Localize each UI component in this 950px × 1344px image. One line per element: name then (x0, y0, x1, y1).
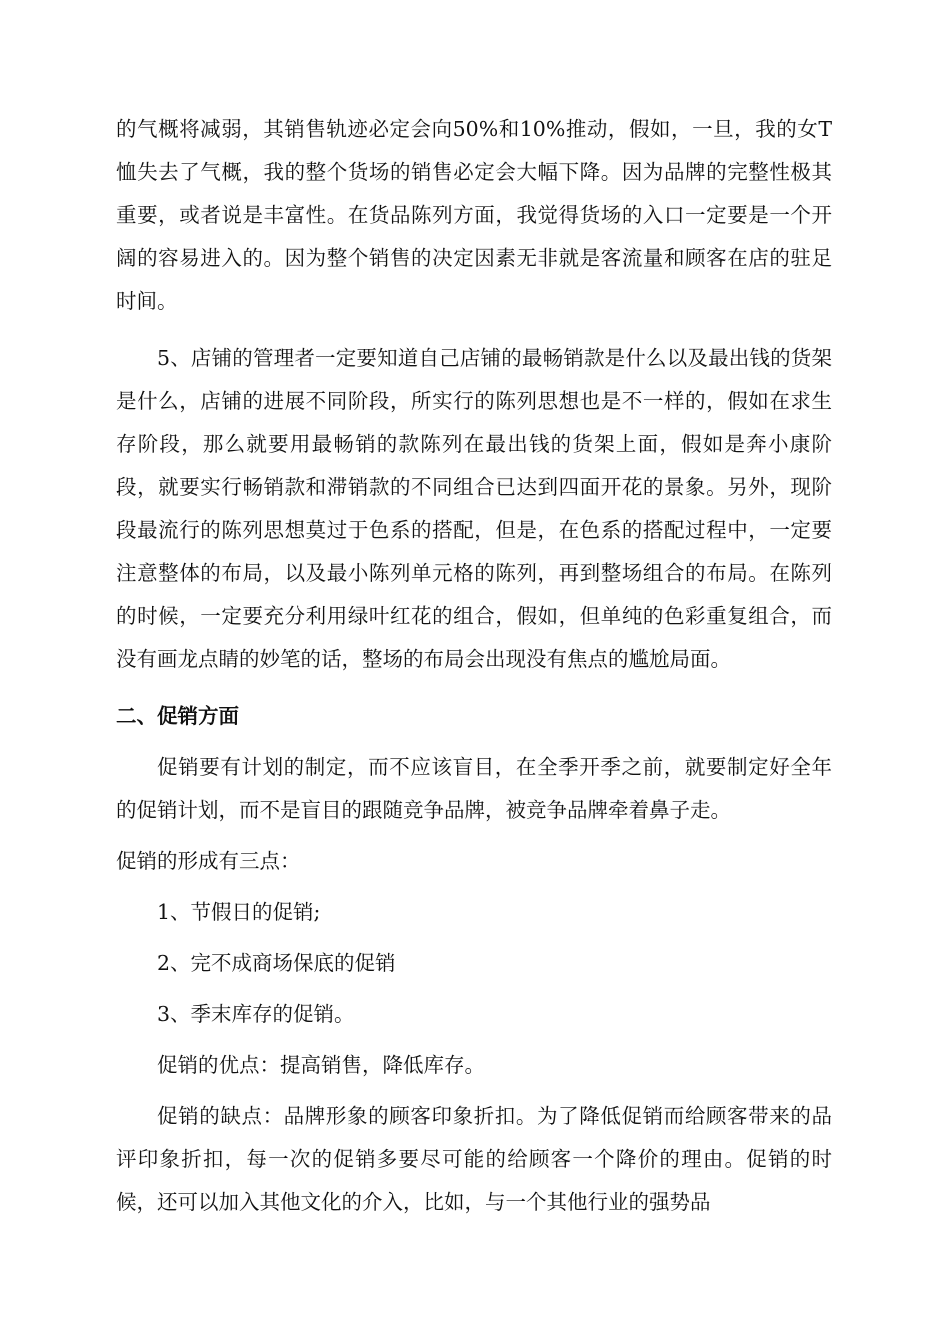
paragraph-1: 的气概将减弱，其销售轨迹必定会向50%和10%推动，假如，一旦，我的女T恤失去了气概，我的整个货场的销售必定会大幅下降。因为品牌的完整性极其重要，或者说是丰富性。在货品陈列方面，我觉得货场的入口一定要是一个开阔的容易进入的。因为整个销售的决定因素无非就是客流量和顾客在店的驻足时间。 (116, 117, 832, 313)
paragraph-5: 促销的优点：提高销售，降低库存。 (157, 1053, 485, 1077)
paragraph-6: 促销的缺点：品牌形象的顾客印象折扣。为了降低促销而给顾客带来的品评印象折扣，每一次的促销多要尽可能的给顾客一个降价的理由。促销的时候，还可以加入其他文化的介入，比如，与一个其他行业的强势品 (116, 1104, 832, 1214)
paragraph-2: 5、店铺的管理者一定要知道自己店铺的最畅销款是什么以及最出钱的货架是什么，店铺的进展不同阶段，所实行的陈列思想也是不一样的，假如在求生存阶段，那么就要用最畅销的款陈列在最出钱的货架上面，假如是奔小康阶段，就要实行畅销款和滞销款的不同组合已达到四面开花的景象。另外，现阶段最流行的陈列思想莫过于色系的搭配，但是，在色系的搭配过程中，一定要注意整体的布局，以及最小陈列单元格的陈列，再到整场组合的布局。在陈列的时候，一定要充分利用绿叶红花的组合，假如，但单纯的色彩重复组合，而没有画龙点睛的妙笔的话，整场的布局会出现没有焦点的尴尬局面。 (116, 346, 832, 671)
paragraph-3: 促销要有计划的制定，而不应该盲目，在全季开季之前，就要制定好全年的促销计划，而不是盲目的跟随竞争品牌，被竞争品牌牵着鼻子走。 (116, 755, 832, 822)
list-item: 3、季末库存的促销。 (157, 1002, 355, 1026)
list-item: 1、节假日的促销; (157, 900, 321, 924)
document-page (116, 108, 832, 1224)
paragraph-4: 促销的形成有三点： (116, 849, 301, 873)
section-heading: 二、促销方面 (116, 704, 239, 728)
list-item: 2、完不成商场保底的促销 (157, 951, 396, 975)
